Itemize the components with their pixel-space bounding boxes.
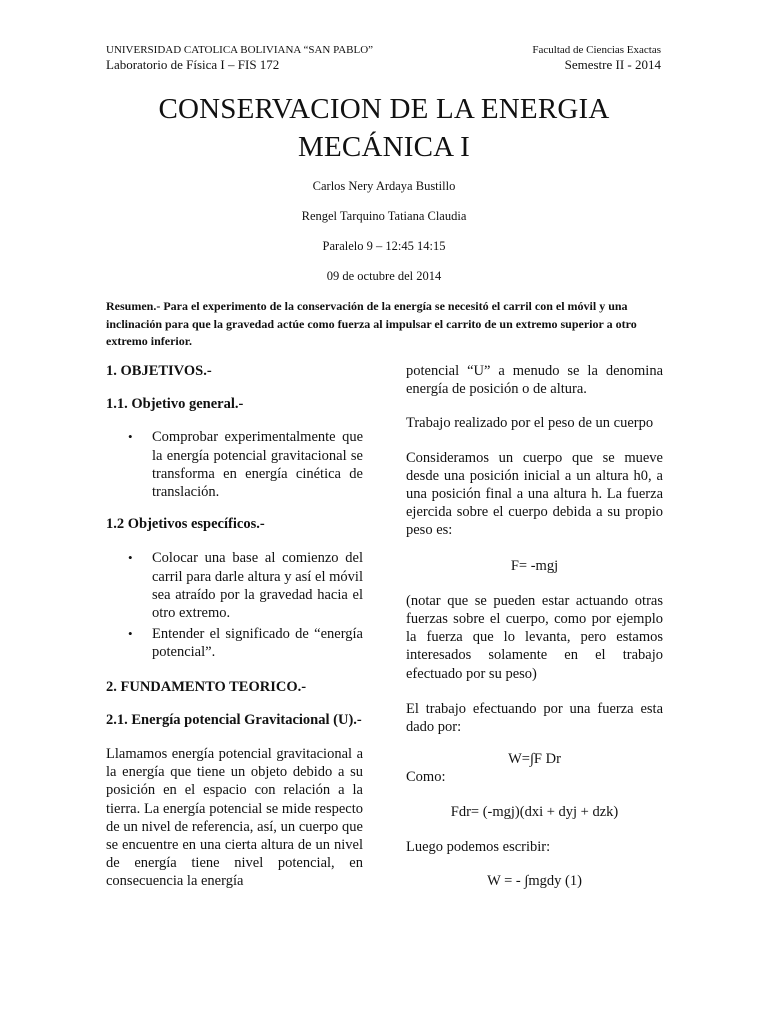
paragraph-llamamos: Llamamos energía potencial gravitacional a la energía que tiene un objeto debido a su posición en el espacio con relación a la tierra. La energía potencial se mide respecto de un nivel de referencia, así, un cuerpo que se encuentre en una cierta altura de un nivel de energía tiene nivel potencial, en consecuencia la energía	[106, 746, 363, 890]
right-column	[406, 362, 663, 890]
heading-objetivo-general: 1.1. Objetivo general.-	[106, 396, 244, 413]
paragraph-consideramos: Consideramos un cuerpo que se mueve desde una posición inicial a un altura h0, a una posición final a una altura h. La fuerza ejercida sobre el cuerpo debida a su propio peso es:	[406, 449, 663, 539]
header-left	[106, 44, 373, 73]
heading-energia-potencial: 2.1. Energía potencial Gravitacional (U).-	[106, 711, 362, 728]
list-item	[106, 549, 363, 622]
paralelo: Paralelo 9 – 12:45 14:15	[322, 239, 446, 253]
page-title	[0, 90, 768, 166]
header-right	[532, 44, 661, 73]
list-item	[106, 428, 363, 501]
bullet-icon: •	[128, 626, 133, 642]
list-item-text: Colocar una base al comienzo del carril para darle altura y así el móvil sea atraído por la gravedad hacia el otro extremo.	[152, 550, 363, 622]
heading-fundamento-teorico: 2. FUNDAMENTO TEORICO.-	[106, 678, 307, 695]
heading-objetivos: 1. OBJETIVOS.-	[106, 363, 212, 379]
bullet-icon: •	[128, 429, 133, 445]
paragraph-trabajo-fuerza: El trabajo efectuando por una fuerza esta dado por:	[406, 700, 663, 736]
bullet-icon: •	[128, 550, 133, 566]
paragraph-continuation: potencial “U” a menudo se la denomina energía de posición o de altura.	[406, 363, 663, 398]
author-1: Carlos Nery Ardaya Bustillo	[312, 179, 456, 193]
paragraph-como: Como:	[406, 769, 446, 786]
heading-objetivos-especificos: 1.2 Objetivos específicos.-	[106, 516, 265, 533]
university-name: UNIVERSIDAD CATOLICA BOLIVIANA “SAN PABLO”	[106, 44, 374, 56]
title-line-1: CONSERVACION DE LA ENERGIA	[158, 93, 610, 125]
paragraph-luego: Luego podemos escribir:	[406, 838, 551, 855]
general-objectives-list	[106, 428, 363, 501]
list-item-text: Comprobar experimentalmente que la energía potencial gravitacional se transforma en energía cinética de translación.	[152, 429, 363, 501]
equation-fdr: Fdr= (-mgj)(dxi + dyj + dzk)	[450, 803, 619, 820]
list-item	[106, 625, 363, 661]
lab-name: Laboratorio de Física I – FIS 172	[106, 57, 280, 72]
equation-force: F= -mgj	[510, 557, 559, 574]
faculty-name: Facultad de Ciencias Exactas	[532, 44, 661, 56]
date: 09 de octubre del 2014	[326, 269, 442, 283]
equation-work: W=∫F Dr	[508, 751, 561, 768]
semester: Semestre II - 2014	[564, 57, 661, 72]
title-line-2: MECÁNICA I	[298, 131, 470, 163]
left-column	[106, 362, 363, 891]
paragraph-notar: (notar que se pueden estar actuando otras fuerzas sobre el cuerpo, como por ejemplo la fuerza que lo levanta, pero estamos interesados solamente en el trabajo efectuado por su peso)	[406, 592, 663, 682]
specific-objectives-list	[106, 549, 363, 661]
list-item-text: Entender el significado de “energía potencial”.	[152, 626, 363, 661]
author-2: Rengel Tarquino Tatiana Claudia	[301, 209, 467, 223]
abstract: Resumen.- Para el experimento de la conservación de la energía se necesitó el carril con el móvil y una inclinación para que la gravedad actúe como fuerza al impulsar el carrito de un extremo superior a otro extremo inferior.	[106, 299, 637, 348]
equation-work-1: W = - ∫mgdy (1)	[487, 873, 582, 890]
paragraph-trabajo-title: Trabajo realizado por el peso de un cuerpo	[406, 415, 654, 432]
